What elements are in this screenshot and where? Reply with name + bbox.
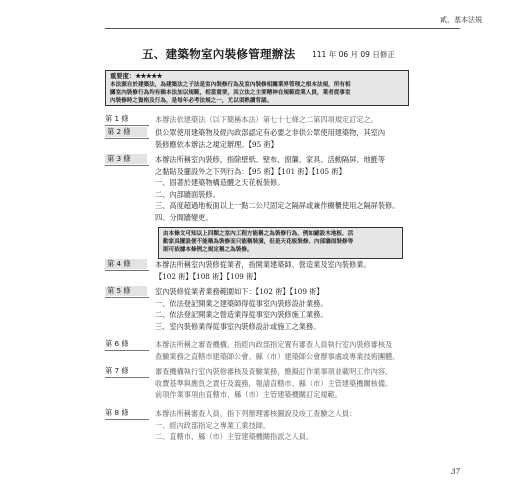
article-number: 第 3 條 <box>105 154 147 164</box>
article-text-line: 三、室內裝修業得從事室內裝修設計或施工之業務。 <box>155 321 321 331</box>
article-label-rule <box>105 270 149 271</box>
revision-date: 111 年 06 月 09 日修正 <box>312 50 395 59</box>
article-number: 第 4 條 <box>105 259 147 269</box>
importance-text-line: 內裝修時之資格及行為，是每年必考法規之一，尤以須熟讀背誦。 <box>110 98 273 104</box>
article-label-rule <box>105 125 149 126</box>
article-text-line: 三、高度超過地板面以上一點二公尺固定之隔屏或兼作櫥櫃使用之隔屏裝修。 <box>155 201 400 211</box>
article-label-rule <box>105 138 149 139</box>
article-number: 第 6 條 <box>105 339 129 348</box>
importance-box <box>105 70 409 106</box>
running-header: 貳、基本法規 <box>440 16 482 24</box>
article-label-rule <box>105 377 149 378</box>
article-body <box>155 339 413 362</box>
article-text-line: 室內裝修從業者業務範圍如下：【102 術】【109 術】 <box>155 287 324 296</box>
header-rule <box>105 28 460 29</box>
article-number: 第 5 條 <box>105 286 147 296</box>
article-number: 第 7 條 <box>105 366 129 375</box>
importance-text-line: 關室內裝修行為均有賴本法加以規範，相當重要，其立法之主要精神在規範從業人員，業者從事室 <box>110 90 351 96</box>
article-text-line: 二、內部牆面裝修。 <box>155 189 220 199</box>
page-number: 37 <box>451 468 460 476</box>
article-body <box>155 114 413 126</box>
article-text-line: 之黏貼及擺設外之下列行為：【95 術】【101 術】【105 術】 <box>155 166 346 176</box>
article-text-line: 本辦法依建築法（以下簡稱本法）第七十七條之二第四項規定訂定之。 <box>155 115 378 124</box>
article-text-line: 本辦法所稱之審查機構，指經內政部指定置有審查人員執行室內裝修審核及 <box>155 340 393 349</box>
article-text-line: 收費基準與應負之責任及義務，報請直轄市、縣（市）主管建築機關核備。 <box>155 378 393 388</box>
article-label-rule <box>105 350 149 351</box>
note-text-line: 動家具擺設便不能稱為裝修而只能稱裝潢，但是天花板裝修、內部牆面裝修等 <box>163 239 354 246</box>
article-text-line: 二、依法登記開業之營造業得從事室內裝修施工業務。 <box>155 310 328 320</box>
note-text-line: 由本條文可知以上四類之室內工程方能稱之為裝修行為，例如鋪設木地板、活 <box>163 231 354 237</box>
article-text-line: 【102 術】【108 術】【109 術】 <box>155 271 261 281</box>
article-text-line: 審查機構執行室內裝修審核及查驗業務，應擬訂作業事項並載明工作內容、 <box>155 367 393 376</box>
page-title: 五、建築物室內裝修管理辦法 <box>142 47 296 61</box>
article-body <box>155 366 413 401</box>
importance-description <box>110 81 404 105</box>
note-box <box>158 227 403 259</box>
article-body <box>155 259 413 282</box>
article-body <box>155 286 413 332</box>
article-text-line: 本辦法所稱室內裝修從業者，指開業建築師、營造業及室內裝修業。 <box>155 260 371 269</box>
article-label-rule <box>105 165 149 166</box>
star-rating-icon: ★★★★★ <box>135 73 162 80</box>
article-text-line: 供公眾使用建築物及經內政部認定有必要之非供公眾使用建築物，其室內 <box>155 128 386 137</box>
article-text-line: 四、分間牆變更。 <box>155 212 213 222</box>
article-text-line: 裝修應依本辦法之規定辦理。【95 術】 <box>155 139 278 149</box>
article-body <box>155 408 413 443</box>
article-number: 第 1 條 <box>105 114 129 123</box>
article-text-line: 本辦法所稱審查人員，指下列辦理審核圖說及竣工查驗之人員： <box>155 409 357 418</box>
article-body <box>155 154 413 224</box>
note-text-line: 則可依據本條例之規定稱之為裝修。 <box>163 247 253 254</box>
article-number: 第 2 條 <box>105 127 147 137</box>
article-label-rule <box>105 297 149 298</box>
article-text-line: 二、直轄市、縣（市）主管建築機關指派之人員。 <box>155 432 314 442</box>
article-label-rule <box>105 419 149 420</box>
importance-label: 重要度： <box>110 73 136 80</box>
article-text-line: 本辦法所稱室內裝修，指除壁紙、壁布、窗簾、家具、活動隔屏、地氈等 <box>155 155 386 164</box>
article-text-line: 前項作業事項由直轄市、縣（市）主管建築機關訂定規範。 <box>155 390 342 400</box>
article-text-line: 查驗業務之直轄市建築師公會、縣（市）建築師公會辦事處或專業技術團體。 <box>155 351 400 361</box>
article-text-line: 一、依法登記開業之建築師得從事室內裝修設計業務。 <box>155 298 328 308</box>
article-text-line: 一、固著於建築物構造體之天花板裝修。 <box>155 178 285 188</box>
importance-text-line: 本法源自於建築法，為建築法之子法是室內裝修行為及室內裝修相關業界管理之根本法規，所有相 <box>110 82 351 88</box>
importance-rating <box>110 73 404 81</box>
article-number: 第 8 條 <box>105 408 129 417</box>
article-text-line: 一、經內政部指定之專業工業技師。 <box>155 420 271 430</box>
article-body <box>155 127 413 150</box>
